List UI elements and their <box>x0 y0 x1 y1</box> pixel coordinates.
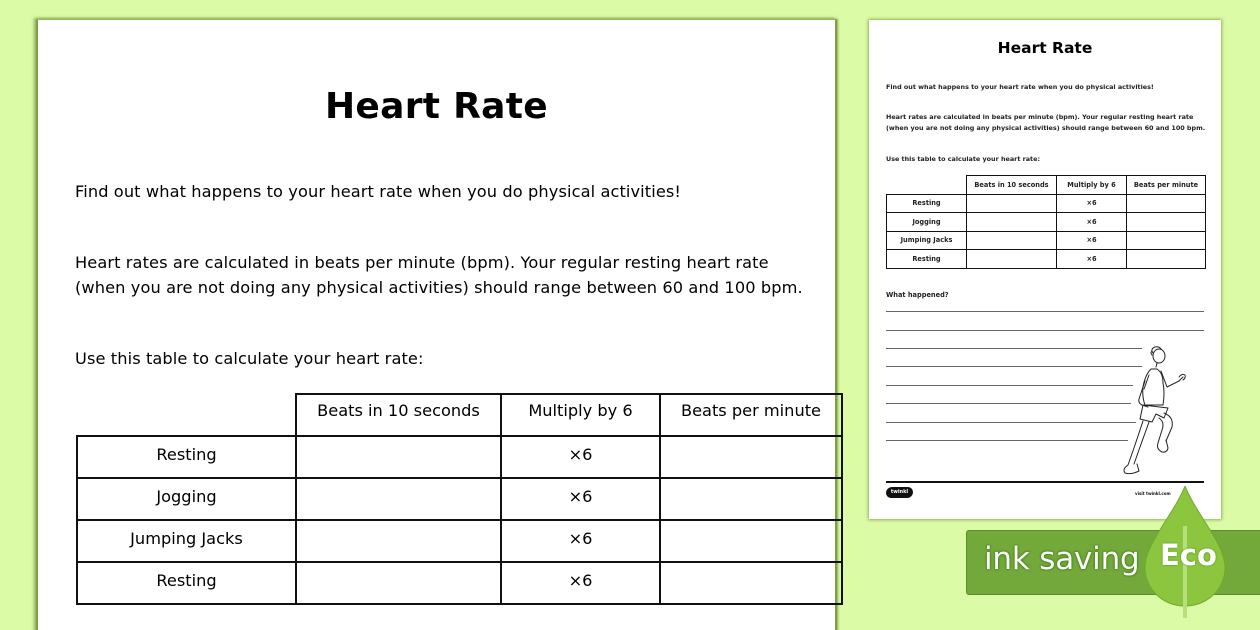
multiply-cell: ×6 <box>501 562 660 604</box>
multiply-cell: ×6 <box>1057 250 1127 269</box>
eco-label: Eco <box>1160 538 1217 572</box>
explanation-text: Heart rates are calculated in beats per minute (bpm). Your regular resting heart rate (when you are not doing any physical activities) should range between 60 and 100 bpm. <box>75 253 803 297</box>
activity-label: Resting <box>887 250 967 269</box>
beats-10s-cell <box>967 213 1057 232</box>
preview-table-prompt: Use this table to calculate your heart rate: <box>886 155 1041 163</box>
table-row <box>77 562 842 604</box>
activity-label: Resting <box>77 436 296 478</box>
bpm-cell <box>1127 194 1206 213</box>
preview-page-thumbnail[interactable] <box>869 20 1221 519</box>
writing-line <box>886 366 1142 367</box>
writing-line <box>886 403 1131 404</box>
multiply-cell: ×6 <box>501 520 660 562</box>
multiply-cell: ×6 <box>501 478 660 520</box>
beats-10s-cell[interactable] <box>296 562 501 604</box>
corner-cell <box>77 394 296 436</box>
twinkl-logo: twinkl <box>886 487 913 498</box>
page-title: Heart Rate <box>325 86 548 127</box>
intro-text: Find out what happens to your heart rate when you do physical activities! <box>75 182 682 201</box>
corner-cell <box>887 176 967 195</box>
bpm-cell[interactable] <box>660 436 842 478</box>
header-multiply: Multiply by 6 <box>501 394 660 436</box>
header-multiply: Multiply by 6 <box>1057 176 1127 195</box>
footer-site-text: visit twinkl.com <box>1135 491 1171 496</box>
beats-10s-cell[interactable] <box>296 436 501 478</box>
multiply-cell: ×6 <box>1057 194 1127 213</box>
table-row <box>887 194 1206 213</box>
writing-line <box>886 385 1133 386</box>
beats-10s-cell <box>967 250 1057 269</box>
preview-explanation: Heart rates are calculated in beats per minute (bpm). Your regular resting heart rate (when you are not doing any physical activities) should range between 60 and 100 bpm. <box>886 113 1206 132</box>
beats-10s-cell <box>967 231 1057 250</box>
running-girl-icon <box>1121 345 1191 480</box>
beats-10s-cell <box>967 194 1057 213</box>
bpm-cell <box>1127 231 1206 250</box>
writing-line <box>886 311 1204 312</box>
multiply-cell: ×6 <box>501 436 660 478</box>
worksheet-page <box>36 19 837 630</box>
ink-saving-label: ink saving <box>984 541 1140 577</box>
table-row <box>77 478 842 520</box>
header-bpm: Beats per minute <box>1127 176 1206 195</box>
table-row <box>887 213 1206 232</box>
bpm-cell[interactable] <box>660 478 842 520</box>
table-row <box>77 520 842 562</box>
activity-label: Jogging <box>887 213 967 232</box>
table-row <box>887 231 1206 250</box>
table-row <box>77 436 842 478</box>
bpm-cell <box>1127 213 1206 232</box>
header-beats-10s: Beats in 10 seconds <box>967 176 1057 195</box>
bpm-cell[interactable] <box>660 520 842 562</box>
activity-label: Resting <box>77 562 296 604</box>
preview-header-row <box>887 176 1206 195</box>
activity-label: Resting <box>887 194 967 213</box>
header-beats-10s: Beats in 10 seconds <box>296 394 501 436</box>
eco-leaf-badge <box>1143 486 1227 618</box>
preview-table <box>886 175 1206 269</box>
beats-10s-cell[interactable] <box>296 478 501 520</box>
bpm-cell <box>1127 250 1206 269</box>
writing-line <box>886 348 1142 349</box>
activity-label: Jogging <box>77 478 296 520</box>
activity-label: Jumping Jacks <box>887 231 967 250</box>
bpm-cell[interactable] <box>660 562 842 604</box>
what-happened-label: What happened? <box>886 291 949 299</box>
preview-title: Heart Rate <box>997 39 1093 57</box>
table-row <box>887 250 1206 269</box>
multiply-cell: ×6 <box>1057 231 1127 250</box>
heart-rate-table <box>76 393 843 605</box>
activity-label: Jumping Jacks <box>77 520 296 562</box>
writing-line <box>886 440 1128 441</box>
writing-line <box>886 422 1136 423</box>
header-bpm: Beats per minute <box>660 394 842 436</box>
footer-rule <box>886 481 1204 483</box>
table-prompt: Use this table to calculate your heart rate: <box>75 349 424 368</box>
beats-10s-cell[interactable] <box>296 520 501 562</box>
preview-intro: Find out what happens to your heart rate when you do physical activities! <box>886 83 1154 91</box>
writing-line <box>886 330 1204 331</box>
table-header-row <box>77 394 842 436</box>
multiply-cell: ×6 <box>1057 213 1127 232</box>
